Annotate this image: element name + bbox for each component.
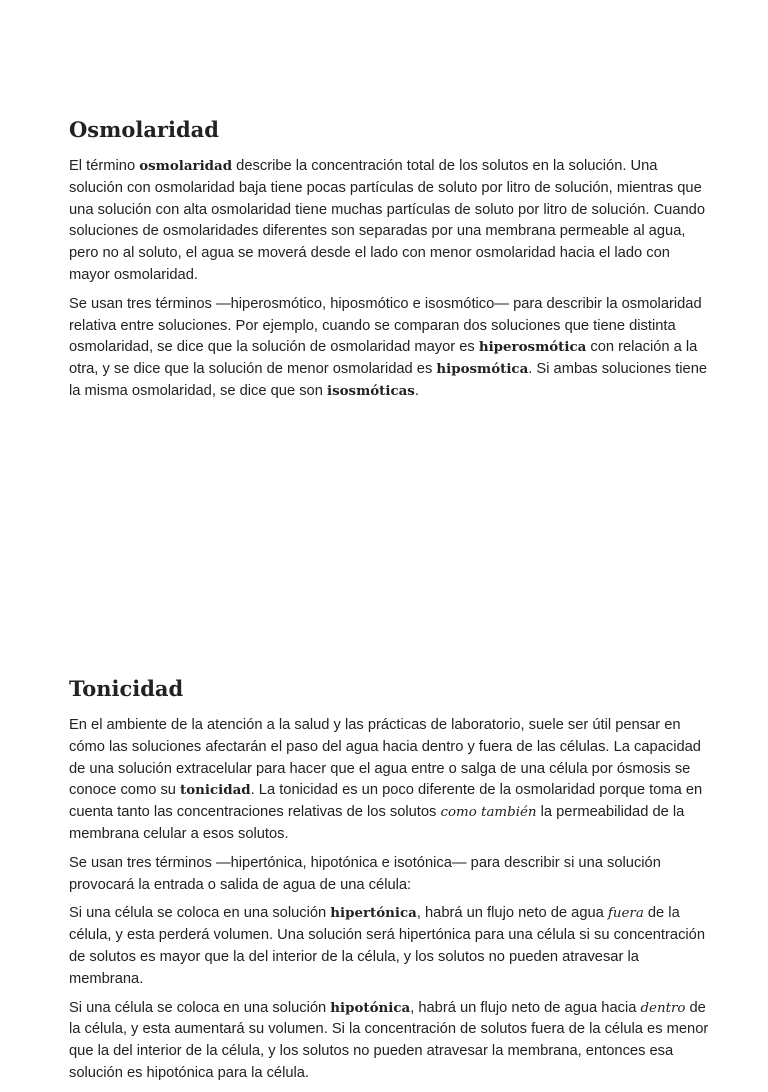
tonicidad-paragraph-1 — [69, 715, 709, 846]
emphasis-como-tambien: como también — [440, 805, 537, 821]
tonicidad-paragraph-3 — [69, 903, 709, 990]
text-run: Se usan tres términos —hiperosmótico, hiposmótico e isosmótico— para describir la osmolaridad relativa entre soluciones. Por ejemplo, cuando se comparan dos soluciones que tiene distinta osmolaridad, se dice que la solución de osmolaridad mayor es — [69, 295, 702, 356]
term-hipotonica: hipotónica — [330, 999, 411, 1016]
tonicidad-heading: Tonicidad — [69, 676, 184, 701]
tonicidad-paragraph-2: Se usan tres términos —hipertónica, hipotónica e isotónica— para describir si una solución provocará la entrada o salida de agua de una célula: — [69, 854, 661, 893]
text-run: , habrá un flujo neto de agua hacia — [410, 999, 641, 1016]
osmolaridad-heading: Osmolaridad — [69, 117, 219, 142]
text-run: describe la concentración total de los solutos en la solución. Una solución con osmolaridad baja tiene pocas partículas de soluto por litro de solución, mientras que una solución con alta osmolaridad tiene muchas partículas de soluto por litro de solución. Cuando soluciones de osmolaridades diferentes son separadas por una membrana permeable al agua, pero no al soluto, el agua se moverá desde el lado con menor osmolaridad hacia el lado con mayor osmolaridad. — [69, 158, 706, 283]
text-run: Si una célula se coloca en una solución — [69, 999, 331, 1016]
term-osmolaridad: osmolaridad — [139, 158, 233, 174]
text-run: , habrá un flujo neto de agua — [416, 905, 608, 922]
tonicidad-section — [69, 675, 709, 1092]
text-run: . La tonicidad es un poco diferente de la osmolaridad porque toma en cuenta tanto las concentraciones relativas de los solutos — [69, 782, 703, 821]
osmolaridad-paragraph-1 — [69, 156, 709, 287]
text-run: En el ambiente de la atención a la salud y las prácticas de laboratorio, suele ser útil pensar en cómo las soluciones afectarán el paso del agua hacia dentro y fuera de las células. La capacidad de una solución extracelular para hacer que el agua entre o salga de una célula por ósmosis se conoce como su — [69, 717, 701, 799]
term-tonicidad: tonicidad — [180, 782, 251, 799]
tonicidad-paragraph-4 — [69, 998, 709, 1085]
text-run: El término — [69, 158, 140, 174]
term-isosmoticas: isosmóticas — [326, 382, 415, 399]
text-run: de la célula, y esta aumentará su volumen. Si la concentración de solutos fuera de la célula es menor que la del interior de la célula, y los solutos no pueden atravesar la membrana, entonces esa solución es hipotónica para la célula. — [69, 999, 709, 1081]
term-hiperosmotica: hiperosmótica — [478, 339, 587, 356]
term-hipertonica: hipertónica — [330, 905, 417, 922]
text-run: . Si ambas soluciones tiene la misma osmolaridad, se dice que son — [69, 361, 708, 399]
text-run: de la célula, y esta perderá volumen. Una solución será hipertónica para una célula si su concentración de solutos es mayor que la del interior de la célula, y los solutos no pueden atravesar la membrana. — [69, 905, 706, 987]
osmolaridad-section — [69, 116, 709, 410]
text-run: . — [414, 382, 419, 399]
emphasis-dentro: dentro — [640, 1000, 686, 1016]
text-run: la permeabilidad de la membrana celular a esos solutos. — [69, 804, 685, 842]
osmolaridad-paragraph-2 — [69, 294, 709, 403]
term-hiposmotica: hiposmótica — [436, 361, 529, 378]
emphasis-fuera: fuera — [607, 906, 644, 922]
text-run: Si una célula se coloca en una solución — [69, 905, 331, 922]
text-run: con relación a la otra, y se dice que la solución de menor osmolaridad es — [69, 339, 698, 378]
